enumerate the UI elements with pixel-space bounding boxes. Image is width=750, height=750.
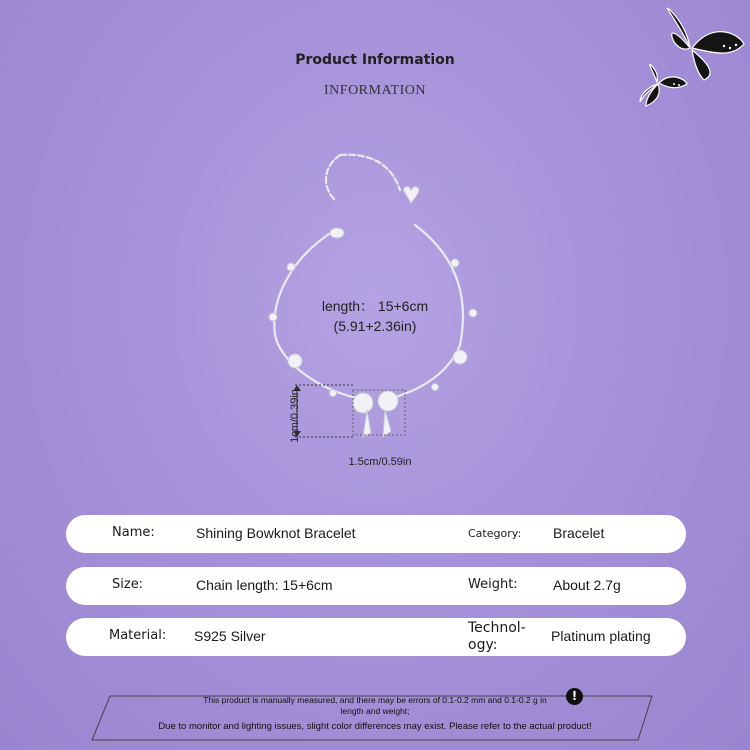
spec-value-name: Shining Bowknot Bracelet — [196, 525, 356, 541]
length-line-2: (5.91+2.36in) — [333, 318, 417, 334]
butterfly-icon — [632, 2, 747, 112]
page-title: Product Information — [295, 52, 455, 68]
warning-icon: ! — [566, 688, 583, 705]
spec-key-size: Size: — [112, 577, 144, 592]
page-subtitle: INFORMATION — [324, 83, 426, 98]
spec-value-material: S925 Silver — [194, 628, 266, 644]
disclaimer-line-2: Due to monitor and lighting issues, slight color differences may exist. Please refer to the actual product! — [158, 721, 592, 732]
spec-value-size: Chain length: 15+6cm — [196, 577, 333, 593]
length-annotation — [300, 296, 450, 336]
spec-key-category: Category: — [468, 527, 522, 540]
spec-row-material — [66, 618, 686, 656]
spec-row-size — [66, 567, 686, 605]
disclaimer — [0, 695, 750, 732]
disclaimer-line-1: This product is manually measured, and there may be errors of 0.1-0.2 mm and 0.1-0.2 g in length and weight; — [203, 695, 547, 716]
width-dimension-label: 1.5cm/0.59in — [348, 456, 412, 468]
spec-key-weight: Weight: — [468, 577, 518, 592]
spec-key-name: Name: — [112, 525, 155, 540]
spec-row-name — [66, 515, 686, 553]
spec-key-technology: Technol- ogy: — [468, 620, 526, 653]
spec-value-category: Bracelet — [553, 525, 605, 541]
spec-value-technology: Platinum plating — [551, 628, 651, 644]
height-dimension-label: 1cm/0.39in — [289, 389, 301, 443]
spec-key-material: Material: — [109, 628, 167, 643]
length-line-1: length： 15+6cm — [321, 298, 429, 314]
spec-value-weight: About 2.7g — [553, 577, 621, 593]
